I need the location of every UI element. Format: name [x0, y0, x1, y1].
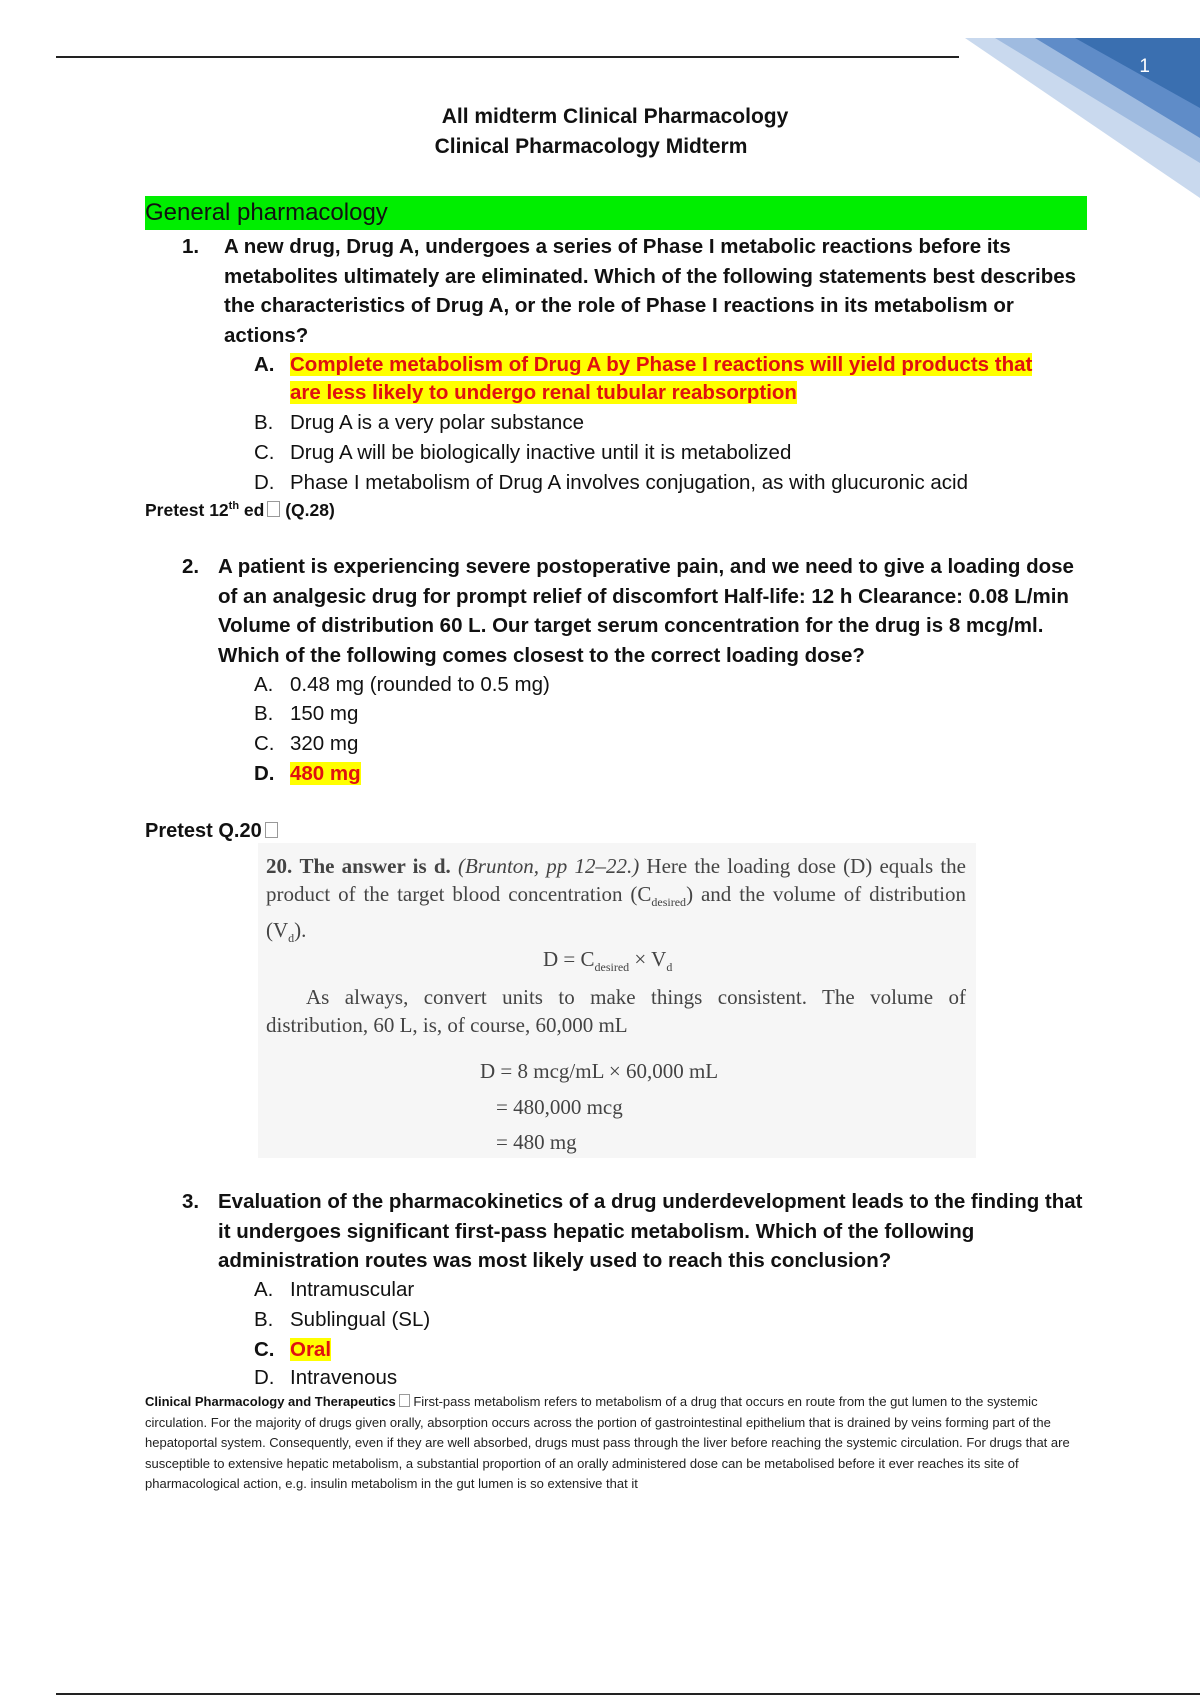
explanation-paragraph: Clinical Pharmacology and Therapeutics First-pass metabolism refers to metabolism of a drug that occurs en route from the gut lumen to the systemic circulation. For the majority of drugs given orally, absorption occurs across the portion of gastrointestinal epithelium that is drained by veins forming part of the hepatoportal system. Consequently, even if they are well absorbed, drugs must pass through the liver before reaching the systemic circulation. For drugs that are susceptible to extensive hepatic metabolism, a substantial proportion of an orally administered dose can be metabolised before it ever reaches its site of pharmacological action, e.g. insulin metabolism in the gut lumen is so extensive that it: [145, 1394, 1070, 1491]
calc-line: = 480 mg: [496, 1130, 577, 1154]
option-1d: D. Phase I metabolism of Drug A involves conjugation, as with glucuronic acid: [254, 471, 969, 494]
option-2d: D. 480 mg: [254, 762, 361, 785]
option-3b: B. Sublingual (SL): [254, 1308, 431, 1331]
page-number: 1: [1139, 56, 1150, 77]
correct-answer-highlight: Complete metabolism of Drug A by Phase I reactions will yield products that are less likely to undergo renal tubular reabsorption: [290, 353, 1033, 404]
correct-answer-highlight: Oral: [290, 1338, 332, 1361]
section-heading: General pharmacology: [145, 196, 1087, 230]
excerpt-paragraph: 20. The answer is d. (Brunton, pp 12–22.) Here the loading dose (D) equals the product of the target blood concentration $(C_{desired})$ and the volume of distribution $(V_d)$.: [266, 854, 966, 946]
question-text: Evaluation of the pharmacokinetics of a drug underdevelopment leads to the finding that it undergoes significant first-pass hepatic metabolism. Which of the following administration routes was most likely used to reach this conclusion?: [218, 1190, 1083, 1272]
document-subtitle: Clinical Pharmacology Midterm: [434, 135, 748, 158]
question-2: [182, 552, 1087, 670]
question-3: [182, 1187, 1087, 1276]
missing-glyph-icon: [265, 822, 278, 838]
missing-glyph-icon: [267, 501, 280, 517]
option-3d: D. Intravenous: [254, 1366, 398, 1389]
document-title: All midterm Clinical Pharmacology: [441, 105, 789, 128]
option-1b: B. Drug A is a very polar substance: [254, 411, 584, 434]
calc-line: = 480,000 mcg: [496, 1095, 623, 1119]
option-3c: C. Oral: [254, 1338, 332, 1361]
option-1a: A. Complete metabolism of Drug A by Phase I reactions will yield products that are less likely to undergo renal tubular reabsorption: [254, 353, 1033, 404]
question-text: A patient is experiencing severe postoperative pain, and we need to give a loading dose of an analgesic drug for prompt relief of discomfort Half-life: 12 h Clearance: 0.08 L/min Volume of distribution 60 L. Our target serum concentration for the drug is 8 mcg/ml. Which of the following comes closest to the correct loading dose?: [218, 555, 1074, 667]
option-1c: C. Drug A will be biologically inactive until it is metabolized: [254, 441, 792, 464]
question-1: [182, 232, 1087, 350]
option-3a: A. Intramuscular: [254, 1278, 415, 1301]
missing-glyph-icon: [399, 1394, 410, 1407]
question-number: 3.: [182, 1190, 200, 1213]
footer-rule: [56, 1693, 1200, 1695]
calc-line: D = 8 mcg/mL × 60,000 mL: [480, 1059, 719, 1083]
source-note-2: Pretest Q.20: [145, 820, 278, 843]
header-rule: [56, 56, 959, 58]
question-number: 1.: [182, 235, 200, 258]
excerpt-paragraph: As always, convert units to make things consistent. The volume of distribution, 60 L, is, of course, 60,000 mL: [266, 985, 966, 1037]
question-text: A new drug, Drug A, undergoes a series of Phase I metabolic reactions before its metabolites ultimately are eliminated. Which of the following statements best describes the characteristics of Drug A, or the role of Phase I reactions in its metabolism or actions?: [224, 235, 1077, 347]
source-note-1: Pretest 12th ed (Q.28): [145, 500, 335, 520]
question-number: 2.: [182, 555, 200, 578]
option-2b: B. 150 mg: [254, 702, 359, 725]
correct-answer-highlight: 480 mg: [290, 762, 361, 785]
option-2a: A. 0.48 mg (rounded to 0.5 mg): [254, 673, 550, 696]
loading-dose-formula: $D = C_{desired} \times V_d$: [543, 947, 673, 975]
answer-excerpt: [258, 843, 976, 1158]
option-2c: C. 320 mg: [254, 732, 359, 755]
